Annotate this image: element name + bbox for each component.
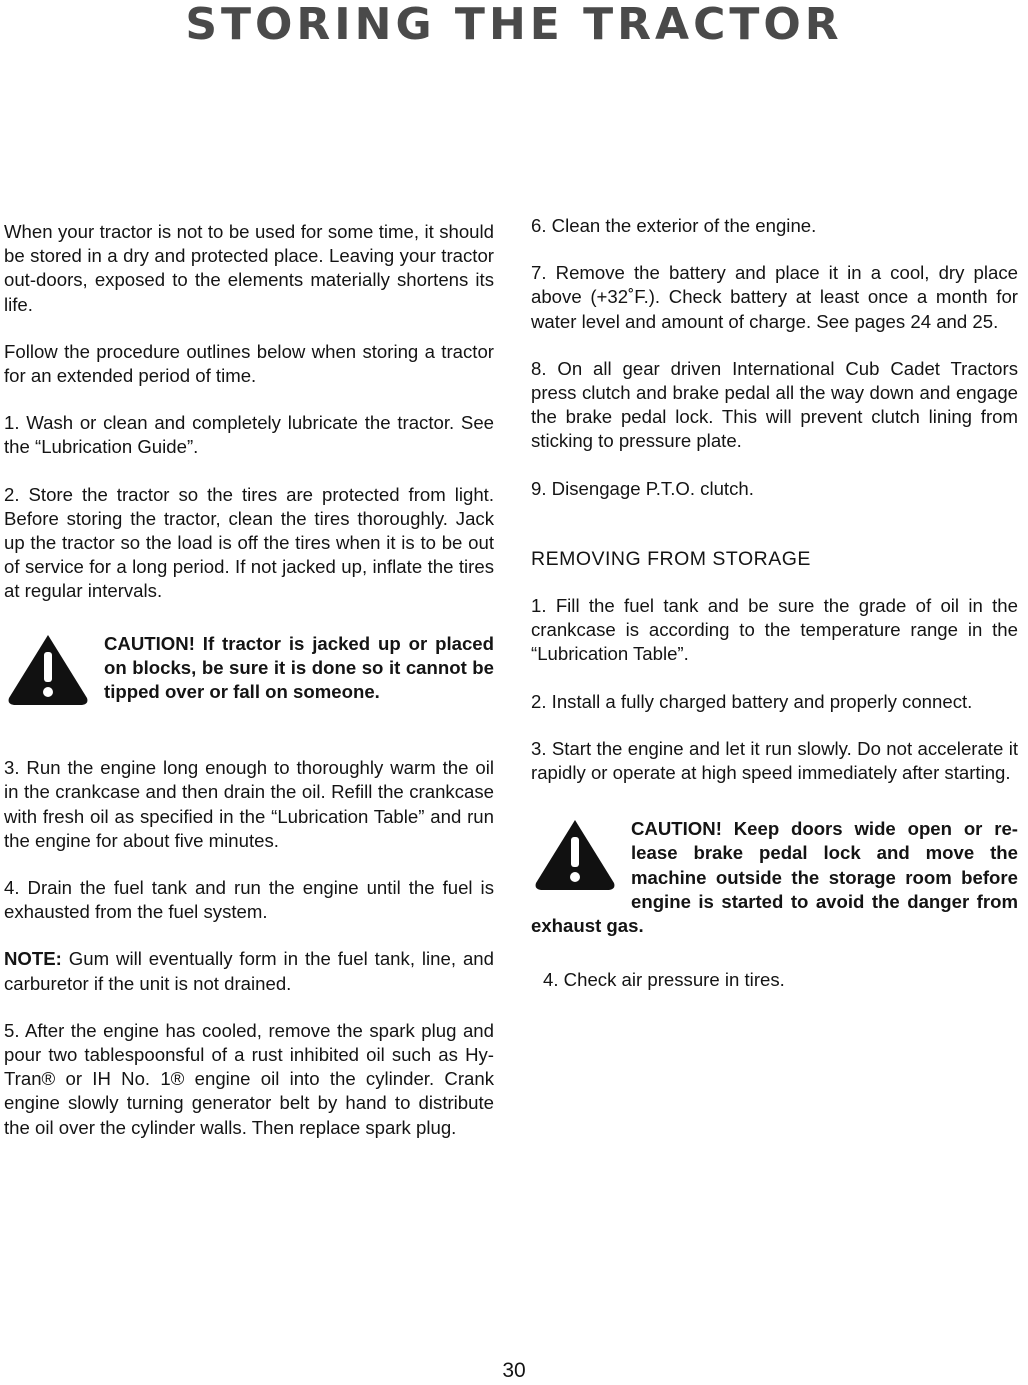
section-heading: REMOVING FROM STORAGE [531, 547, 811, 570]
note-label: NOTE: [4, 948, 62, 970]
step-2: 2. Store the tractor so the tires are protected from light. Before storing the tractor, clean the tires thoroughly. Jack up the tractor so the load is off the tires when it is to be out of service for a long period. If not jacked up, inflate the tires at regular intervals. [4, 483, 494, 602]
intro-paragraph-2: Follow the procedure outlines below when storing a tractor for an extended period of time. [4, 340, 494, 387]
caution-exhaust [531, 817, 1018, 938]
step-4: 4. Drain the fuel tank and run the engine until the fuel is exhausted from the fuel system. [4, 877, 494, 923]
removal-step-3: 3. Start the engine and let it run slowly. Do not accelerate it rapidly or operate at high speed immediately after starting. [531, 737, 1018, 784]
step-8: 8. On all gear driven International Cub Cadet Tractors press clutch and brake pedal all the way down and engage the brake pedal lock. This will prevent clutch lining from sticking to pressure plate. [531, 357, 1018, 452]
step-7: 7. Remove the battery and place it in a cool, dry place above (+32˚F.). Check battery at least once a month for water level and amount of charge. See pages 24 and 25. [531, 262, 1018, 332]
caution-jacked-up [4, 632, 494, 705]
left-column [4, 220, 494, 1140]
step-6: 6. Clean the exterior of the engine. [531, 215, 817, 236]
page-number: 30 [502, 1359, 526, 1382]
note-text: Gum will eventually form in the fuel tank, line, and carburetor if the unit is not drained. [4, 948, 494, 994]
caution-text: CAUTION! Keep doors wide open or re-lease brake pedal lock and move the machine outside the storage room before engine is started to avoid the danger from exhaust gas. [531, 818, 1018, 937]
right-column [531, 214, 1018, 992]
note [4, 947, 494, 995]
warning-icon [533, 817, 617, 893]
step-3: 3. Run the engine long enough to thoroughly warm the oil in the crankcase and then drain the oil. Refill the crankcase with fresh oil as specified in the “Lubrication Table” and run the engine for about five minutes. [4, 757, 494, 851]
page-title: STORING THE TRACTOR [185, 0, 843, 50]
removal-step-1: 1. Fill the fuel tank and be sure the grade of oil in the crankcase is according to the temperature range in the “Lubrication Table”. [531, 595, 1018, 665]
removal-step-4: 4. Check air pressure in tires. [543, 969, 785, 991]
warning-icon [6, 632, 90, 708]
step-9: 9. Disengage P.T.O. clutch. [531, 477, 754, 499]
caution-text: CAUTION! If tractor is jacked up or placed on blocks, be sure it is done so it cannot be tipped over or fall on someone. [104, 632, 494, 703]
step-5: 5. After the engine has cooled, remove the spark plug and pour two tablespoonsful of a rust inhibited oil such as Hy-Tran® or IH No. 1® engine oil into the cylinder. Crank engine slowly turning generator belt by hand to distribute the oil over the cylinder walls. Then replace spark plug. [4, 1019, 494, 1138]
removal-step-2: 2. Install a fully charged battery and properly connect. [531, 690, 973, 712]
step-1: 1. Wash or clean and completely lubricate the tractor. See the “Lubrication Guide”. [4, 412, 494, 458]
intro-paragraph-1: When your tractor is not to be used for some time, it should be stored in a dry and protected place. Leaving your tractor out-doors, exposed to the elements materially shortens its life. [4, 221, 494, 315]
